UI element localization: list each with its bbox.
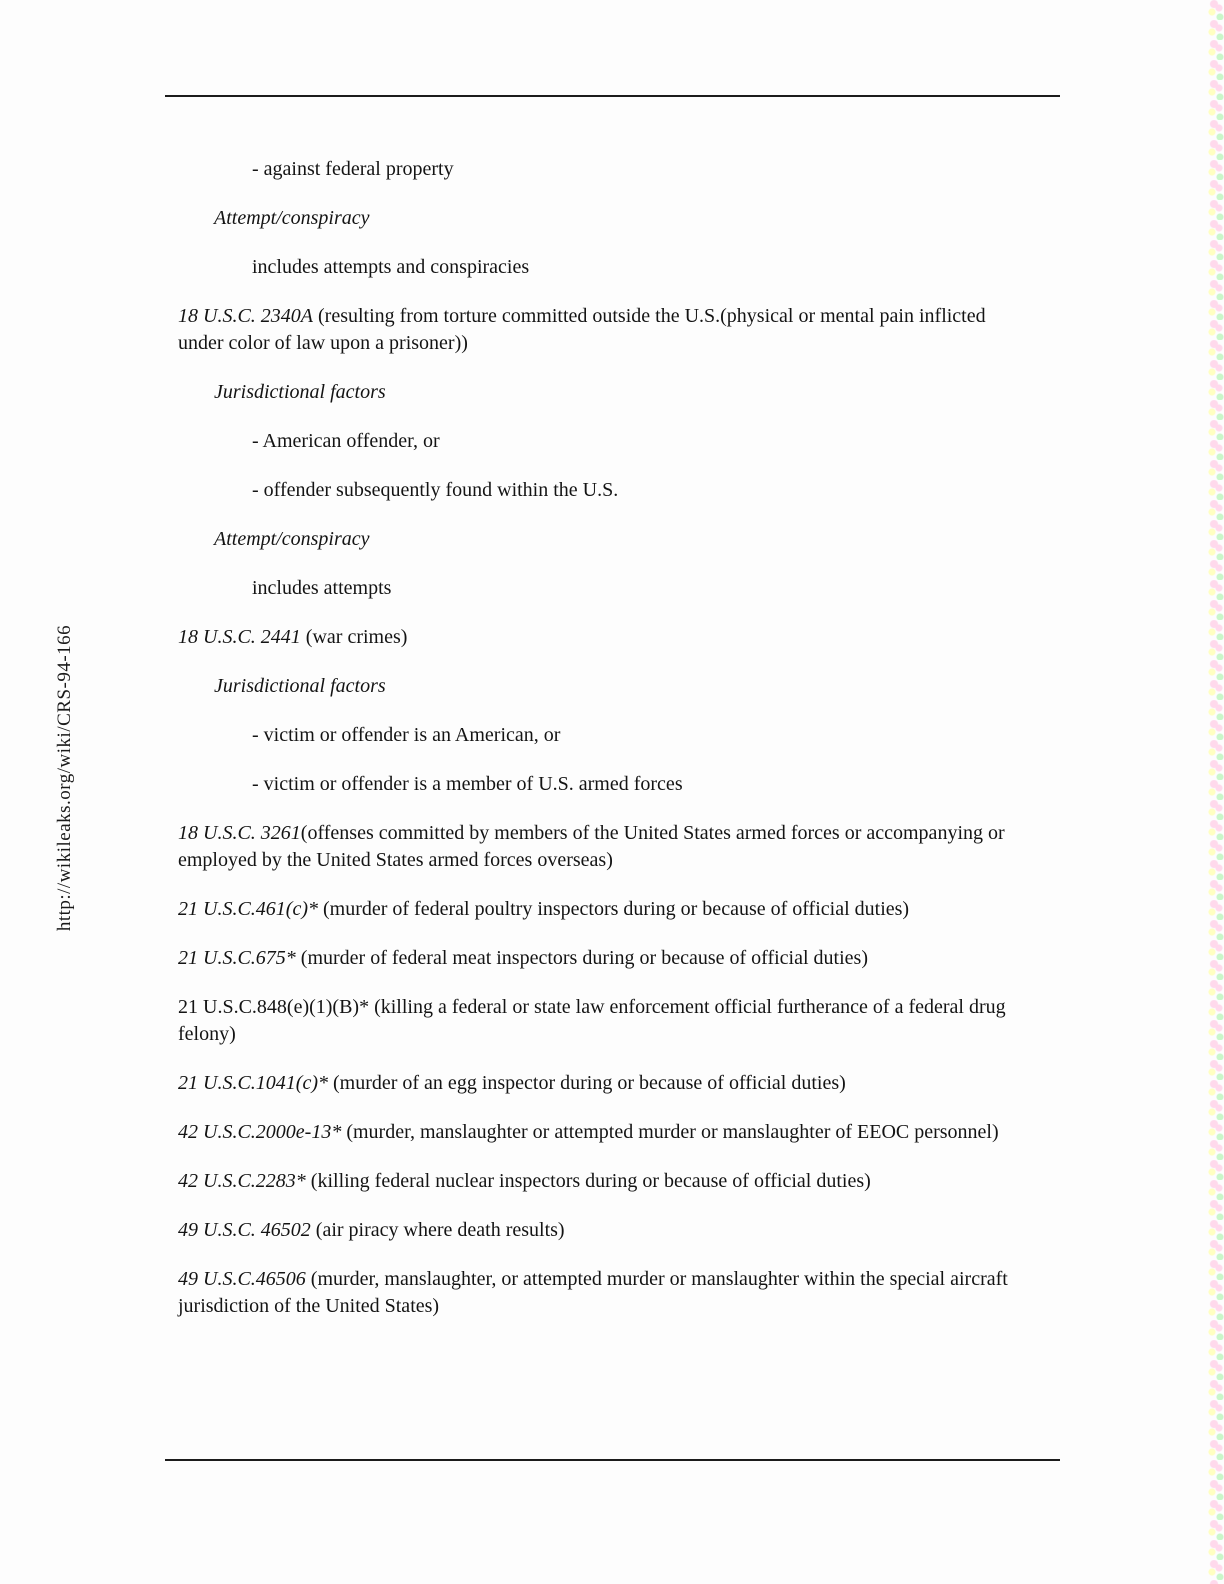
header-rule [165,95,1060,97]
citation-description: (resulting from torture committed outside the U.S.(physical or mental pain inflicted under color of law upon a prisoner)) [178,305,986,354]
citation-description: (murder of federal poultry inspectors during or because of official duties) [317,898,910,920]
citation-description: (murder of an egg inspector during or because of official duties) [327,1072,846,1094]
citation-description: (killing a federal or state law enforcement official furtherance of a federal drug felony) [178,996,1006,1045]
citation-ref: 18 U.S.C. 3261 [178,822,301,844]
citation-ref: 21 U.S.C.675* [178,947,296,969]
citation-description: (murder, manslaughter or attempted murder or manslaughter of EEOC personnel) [341,1121,999,1143]
paragraph-citation [178,1119,1008,1146]
paragraph-sub-item: - against federal property [252,158,454,180]
paragraph-sub-item: includes attempts and conspiracies [252,256,530,278]
citation-description: (offenses committed by members of the United States armed forces or accompanying or employed by the United States armed forces overseas) [178,822,1005,871]
paragraph-citation [178,303,1008,357]
paragraph-heading: Attempt/conspiracy [214,207,370,229]
scan-edge-pattern [1208,0,1224,1584]
citation-description: (murder, manslaughter, or attempted murder or manslaughter within the special aircraft jurisdiction of the United States) [178,1268,1008,1317]
citation-ref: 18 U.S.C. 2340A [178,305,313,327]
paragraph-heading: Attempt/conspiracy [214,528,370,550]
paragraph-citation [178,896,1008,923]
citation-ref: 21 U.S.C.1041(c)* [178,1072,328,1094]
paragraph-citation [178,1070,1008,1097]
paragraph-citation [178,1266,1008,1320]
document-body [178,156,1008,1342]
footer-rule [165,1459,1060,1461]
paragraph-sub-item: - victim or offender is an American, or [252,724,561,746]
paragraph-citation [178,1217,1008,1244]
paragraph-citation [178,945,1008,972]
paragraph-citation [178,820,1008,874]
citation-description: (murder of federal meat inspectors during or because of official duties) [295,947,868,969]
paragraph-citation [178,1168,1008,1195]
paragraph-heading: Jurisdictional factors [214,675,386,697]
citation-ref: 42 U.S.C.2283* [178,1170,306,1192]
paragraph-heading: Jurisdictional factors [214,381,386,403]
sidebar-source-url: http://wikileaks.org/wiki/CRS-94-166 [54,624,75,932]
citation-description: (war crimes) [300,626,408,648]
citation-description: (air piracy where death results) [310,1219,565,1241]
paragraph-citation [178,624,1008,651]
paragraph-sub-item: includes attempts [252,577,392,599]
citation-ref: 18 U.S.C. 2441 [178,626,301,648]
paragraph-sub-item: - victim or offender is a member of U.S. armed forces [252,773,683,795]
citation-description: (killing federal nuclear inspectors during or because of official duties) [305,1170,871,1192]
citation-ref: 49 U.S.C.46506 [178,1268,306,1290]
paragraph-sub-item: - offender subsequently found within the U.S. [252,479,619,501]
citation-ref: 49 U.S.C. 46502 [178,1219,311,1241]
citation-ref: 21 U.S.C.461(c)* [178,898,318,920]
citation-ref: 42 U.S.C.2000e-13* [178,1121,342,1143]
citation-ref: 21 U.S.C.848(e)(1)(B)* [178,996,370,1018]
paragraph-sub-item: - American offender, or [252,430,440,452]
paragraph-citation-plain [178,994,1008,1048]
